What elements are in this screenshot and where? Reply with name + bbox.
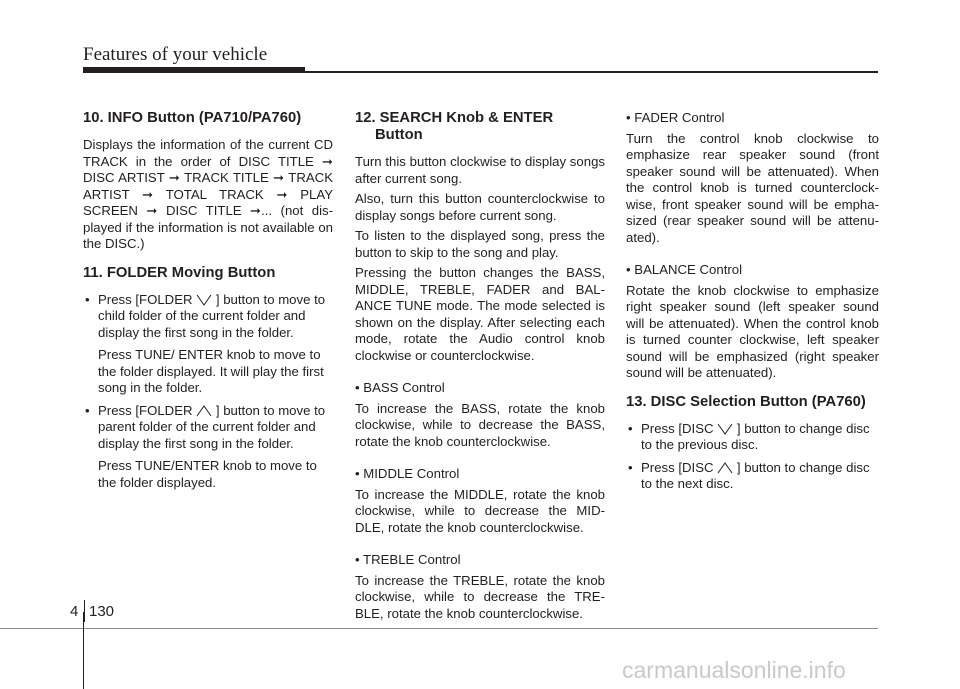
section-12-heading-line1: 12. SEARCH Knob & ENTER [355,110,554,126]
chevron-up-icon [717,462,733,474]
folder-up-post: ] button to move to parent folder of the current folder and display the first song in the folder. [98,402,326,451]
page-number: 130 [89,603,115,620]
page-number-separator [84,600,85,622]
section-13-heading: 13. DISC Selection Button (PA760) [626,393,866,410]
folder-down-pre: Press [FOLDER [98,291,193,307]
fader-title: • FADER Control [626,110,725,125]
section-11-heading: 11. FOLDER Moving Button [83,264,276,281]
footer-rule [0,628,878,629]
bass-text: To increase the BASS, rotate the knob clockwise, while to decrease the BASS, rotate the knob counterclockwise. [355,400,605,449]
disc-prev-post: ] button to change disc to the previous disc. [641,420,870,452]
folder-down-note: Press TUNE/ ENTER knob to move to the folder displayed. It will play the first song in the folder. [98,347,324,395]
page-header-title: Features of your vehicle [83,44,268,65]
treble-title: • TREBLE Control [355,552,461,567]
folder-down-bullet: • Press [FOLDER ] button to move to child folder of the current folder and display the first song in the folder. Press TUNE/ ENTER knob to move to the folder displayed. It will play the first song in the folder. [83,292,333,397]
section-12-heading-line2: Button [375,127,423,143]
column-left [83,110,333,497]
chevron-down-icon [717,423,733,435]
middle-title: • MIDDLE Control [355,466,460,481]
disc-next-pre: Press [DISC [641,459,714,475]
chapter-number: 4 [70,603,79,620]
chevron-down-icon [196,294,212,306]
folder-up-note: Press TUNE/ENTER knob to move to the folder displayed. [98,458,317,490]
folder-up-bullet: • Press [FOLDER ] button to move to parent folder of the current folder and display the first song in the folder. Press TUNE/ENTER knob to move to the folder displayed. [83,403,333,492]
search-para-4: Pressing the button changes the BASS, MIDDLE, TREBLE, FADER and BAL- ANCE TUNE mode. The mode selected is shown on the display. After selecting each mode, rotate the Audio control knob clockwise or counterclockwise. [355,265,605,363]
disc-prev-bullet: • Press [DISC ] button to change disc to the previous disc. [628,420,870,452]
search-para-2: Also, turn this button counterclockwise to display songs before current song. [355,191,605,223]
section-12-heading [355,110,605,144]
disc-next-bullet: • Press [DISC ] button to change disc to the next disc. [628,459,870,491]
search-para-3: To listen to the displayed song, press the button to skip to the song and play. [355,228,605,260]
folder-down-post: ] button to move to child folder of the current folder and display the first song in the folder. [98,291,326,340]
section-10-text: Displays the information of the current CD TRACK in the order of DISC TITLE ➞ DISC ARTIST ➞ TRACK TITLE ➞ TRACK ARTIST ➞ TOTAL TRACK ➞ PLAY SCREEN ➞ DISC TITLE ➞... (not dis- played if the information is not available on the DISC.) [83,137,333,251]
bass-title: • BASS Control [355,380,445,395]
treble-text: To increase the TREBLE, rotate the knob clockwise, while to decrease the TRE- BLE, rotate the knob counterclockwise. [355,572,605,621]
fader-text: Turn the control knob clockwise to emphasize rear speaker sound (front speaker sound will be attenuated). When the control knob is turned counterclock- wise, front speaker sound will be empha- sized (rear speaker sound will be attenu- ated). [626,130,879,245]
folder-up-pre: Press [FOLDER [98,402,193,418]
footer-vertical-rule [83,612,84,689]
header-rule [83,71,878,73]
middle-text: To increase the MIDDLE, rotate the knob clockwise, while to decrease the MID- DLE, rotate the knob counterclockwise. [355,486,605,535]
balance-title: • BALANCE Control [626,262,743,277]
column-right [626,110,879,499]
disc-prev-pre: Press [DISC [641,420,714,436]
chevron-up-icon [196,405,212,417]
balance-text: Rotate the knob clockwise to emphasize right speaker sound (left speaker sound will be attenuated). When the control knob is turned counter clockwise, left speaker sound will be emphasized (right speaker sound will be attenuated). [626,282,879,380]
section-10-heading: 10. INFO Button (PA710/PA760) [83,110,302,126]
search-para-1: Turn this button clockwise to display songs after current song. [355,154,605,186]
watermark: carmanualsonline.info [622,657,846,683]
column-middle [355,110,605,626]
disc-next-post: ] button to change disc to the next disc. [641,459,870,491]
